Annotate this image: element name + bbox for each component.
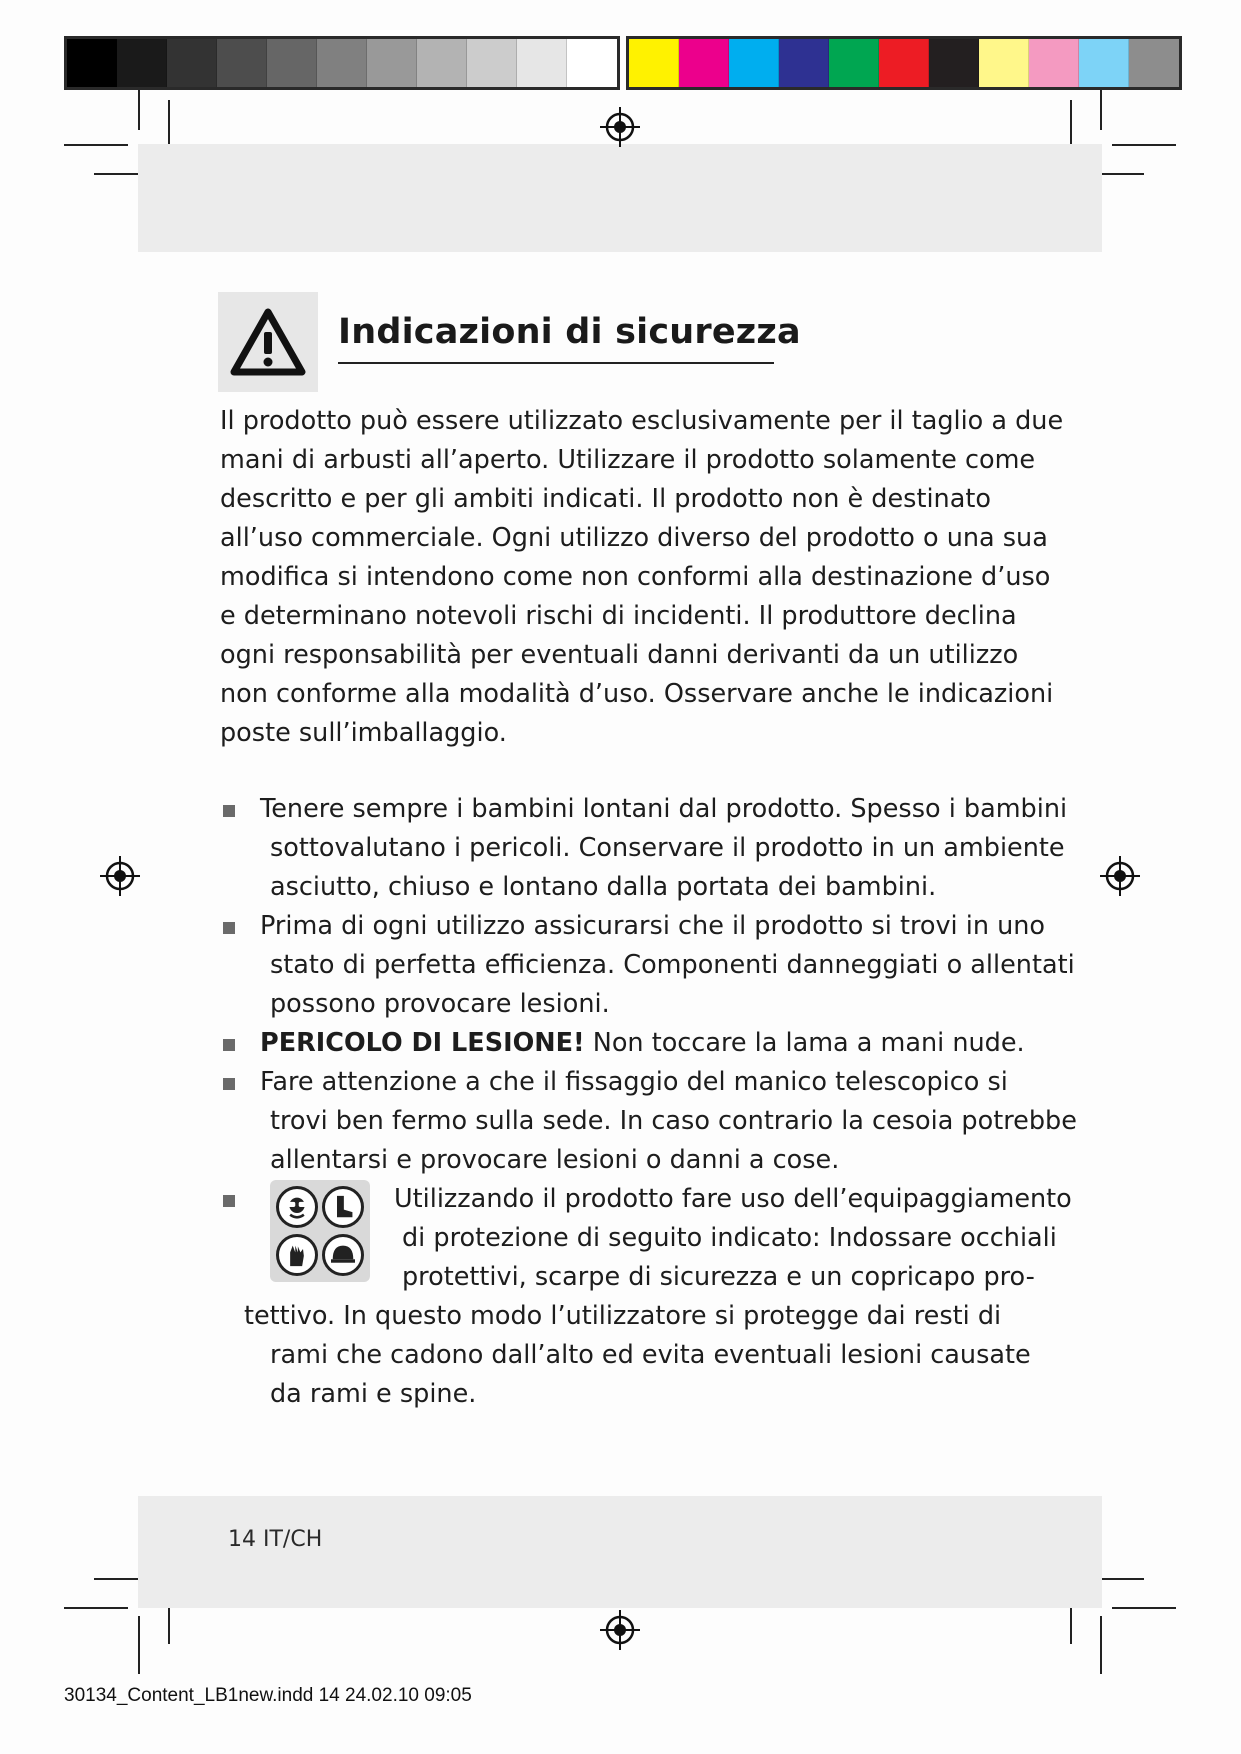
crop-mark	[1100, 90, 1102, 130]
warning-box	[218, 292, 318, 392]
crop-mark	[64, 144, 128, 146]
text-line: all’uso commerciale. Ogni utilizzo diverso del prodotto o una sua	[220, 523, 1048, 553]
color-swatch	[417, 39, 467, 87]
crop-mark	[64, 1607, 128, 1609]
color-swatch	[267, 39, 317, 87]
color-swatch	[629, 39, 679, 87]
page-number: 14 IT/CH	[228, 1527, 323, 1552]
color-swatch	[1079, 39, 1129, 87]
text-line: Fare attenzione a che il fissaggio del manico telescopico si	[260, 1067, 1008, 1097]
crop-mark	[138, 1616, 140, 1674]
registration-mark-icon	[1100, 856, 1140, 896]
color-swatch	[567, 39, 617, 87]
color-swatch	[67, 39, 117, 87]
text-line: tettivo. In questo modo l’utilizzatore si protegge dai resti di	[244, 1301, 1002, 1331]
text-line: stato di perfetta efficienza. Componenti danneggiati o allentati	[270, 950, 1075, 980]
text-line: asciutto, chiuso e lontano dalla portata dei bambini.	[270, 872, 937, 902]
color-swatch	[467, 39, 517, 87]
text-line: Utilizzando il prodotto fare uso dell’equipaggiamento	[394, 1184, 1072, 1214]
danger-label: PERICOLO DI LESIONE!	[260, 1028, 585, 1058]
list-item	[220, 1063, 1077, 1180]
process-color-bar	[626, 36, 1182, 90]
color-swatch	[167, 39, 217, 87]
color-swatch	[979, 39, 1029, 87]
bullet-square-icon	[223, 922, 235, 934]
crop-mark	[1112, 144, 1176, 146]
color-swatch	[217, 39, 267, 87]
color-swatch	[929, 39, 979, 87]
text-line: modifica si intendono come non conformi alla destinazione d’uso	[220, 562, 1051, 592]
warning-triangle-icon	[218, 292, 318, 392]
registration-mark-icon	[600, 1610, 640, 1650]
color-swatch	[679, 39, 729, 87]
intro-paragraph	[220, 402, 1064, 753]
helmet-icon	[322, 1234, 364, 1276]
bullet-square-icon	[223, 805, 235, 817]
text-line: allentarsi e provocare lesioni o danni a cose.	[270, 1145, 840, 1175]
color-swatch	[729, 39, 779, 87]
color-swatch	[1029, 39, 1079, 87]
text-line: descritto e per gli ambiti indicati. Il prodotto non è destinato	[220, 484, 991, 514]
crop-mark	[1112, 1607, 1176, 1609]
list-item	[220, 790, 1068, 907]
bullet-square-icon	[223, 1039, 235, 1051]
text-line: sottovalutano i pericoli. Conservare il prodotto in un ambiente	[270, 833, 1065, 863]
list-item	[220, 907, 1075, 1024]
text-line: ogni responsabilità per eventuali danni derivanti da un utilizzo	[220, 640, 1019, 670]
text-line: Tenere sempre i bambini lontani dal prodotto. Spesso i bambini	[260, 794, 1068, 824]
ppe-text-continued	[220, 1297, 1060, 1414]
color-swatch	[517, 39, 567, 87]
text-line: Prima di ogni utilizzo assicurarsi che il prodotto si trovi in uno	[260, 911, 1046, 941]
crop-mark	[138, 90, 140, 130]
gloves-icon	[276, 1234, 318, 1276]
text-line: rami che cadono dall’alto ed evita eventuali lesioni causate	[270, 1340, 1031, 1370]
text-line: e determinano notevoli rischi di incidenti. Il produttore declina	[220, 601, 1017, 631]
color-swatch	[1129, 39, 1179, 87]
color-swatch	[779, 39, 829, 87]
section-title: Indicazioni di sicurezza	[338, 312, 801, 352]
grayscale-color-bar	[64, 36, 620, 90]
color-swatch	[829, 39, 879, 87]
color-swatch	[879, 39, 929, 87]
crop-mark	[1100, 1616, 1102, 1674]
ppe-icon-group	[270, 1180, 370, 1282]
list-item	[220, 1024, 1060, 1063]
footer-band	[138, 1496, 1102, 1608]
text-line: poste sull’imballaggio.	[220, 718, 507, 748]
danger-text: Non toccare la lama a mani nude.	[584, 1028, 1025, 1058]
safety-goggles-icon	[276, 1186, 318, 1228]
bullet-square-icon	[223, 1078, 235, 1090]
color-swatch	[117, 39, 167, 87]
print-slug: 30134_Content_LB1new.indd 14 24.02.10 09:05	[64, 1685, 472, 1706]
safety-list	[220, 790, 1077, 1414]
safety-boots-icon	[322, 1186, 364, 1228]
bullet-square-icon	[223, 1195, 235, 1207]
text-line: da rami e spine.	[270, 1379, 477, 1409]
list-item-ppe	[220, 1180, 1072, 1297]
text-line: di protezione di seguito indicato: Indossare occhiali	[402, 1223, 1057, 1253]
header-band	[138, 144, 1102, 252]
ppe-text	[394, 1180, 1072, 1297]
text-line: trovi ben fermo sulla sede. In caso contrario la cesoia potrebbe	[270, 1106, 1077, 1136]
color-swatch	[317, 39, 367, 87]
text-line: protettivi, scarpe di sicurezza e un copricapo pro-	[402, 1262, 1035, 1292]
text-line: non conforme alla modalità d’uso. Osservare anche le indicazioni	[220, 679, 1054, 709]
text-line: possono provocare lesioni.	[270, 989, 610, 1019]
text-line: Il prodotto può essere utilizzato esclusivamente per il taglio a due	[220, 406, 1064, 436]
title-underline	[338, 362, 774, 364]
registration-mark-icon	[600, 107, 640, 147]
text-line	[220, 1024, 1060, 1063]
text-line: mani di arbusti all’aperto. Utilizzare il prodotto solamente come	[220, 445, 1036, 475]
registration-mark-icon	[100, 856, 140, 896]
color-swatch	[367, 39, 417, 87]
